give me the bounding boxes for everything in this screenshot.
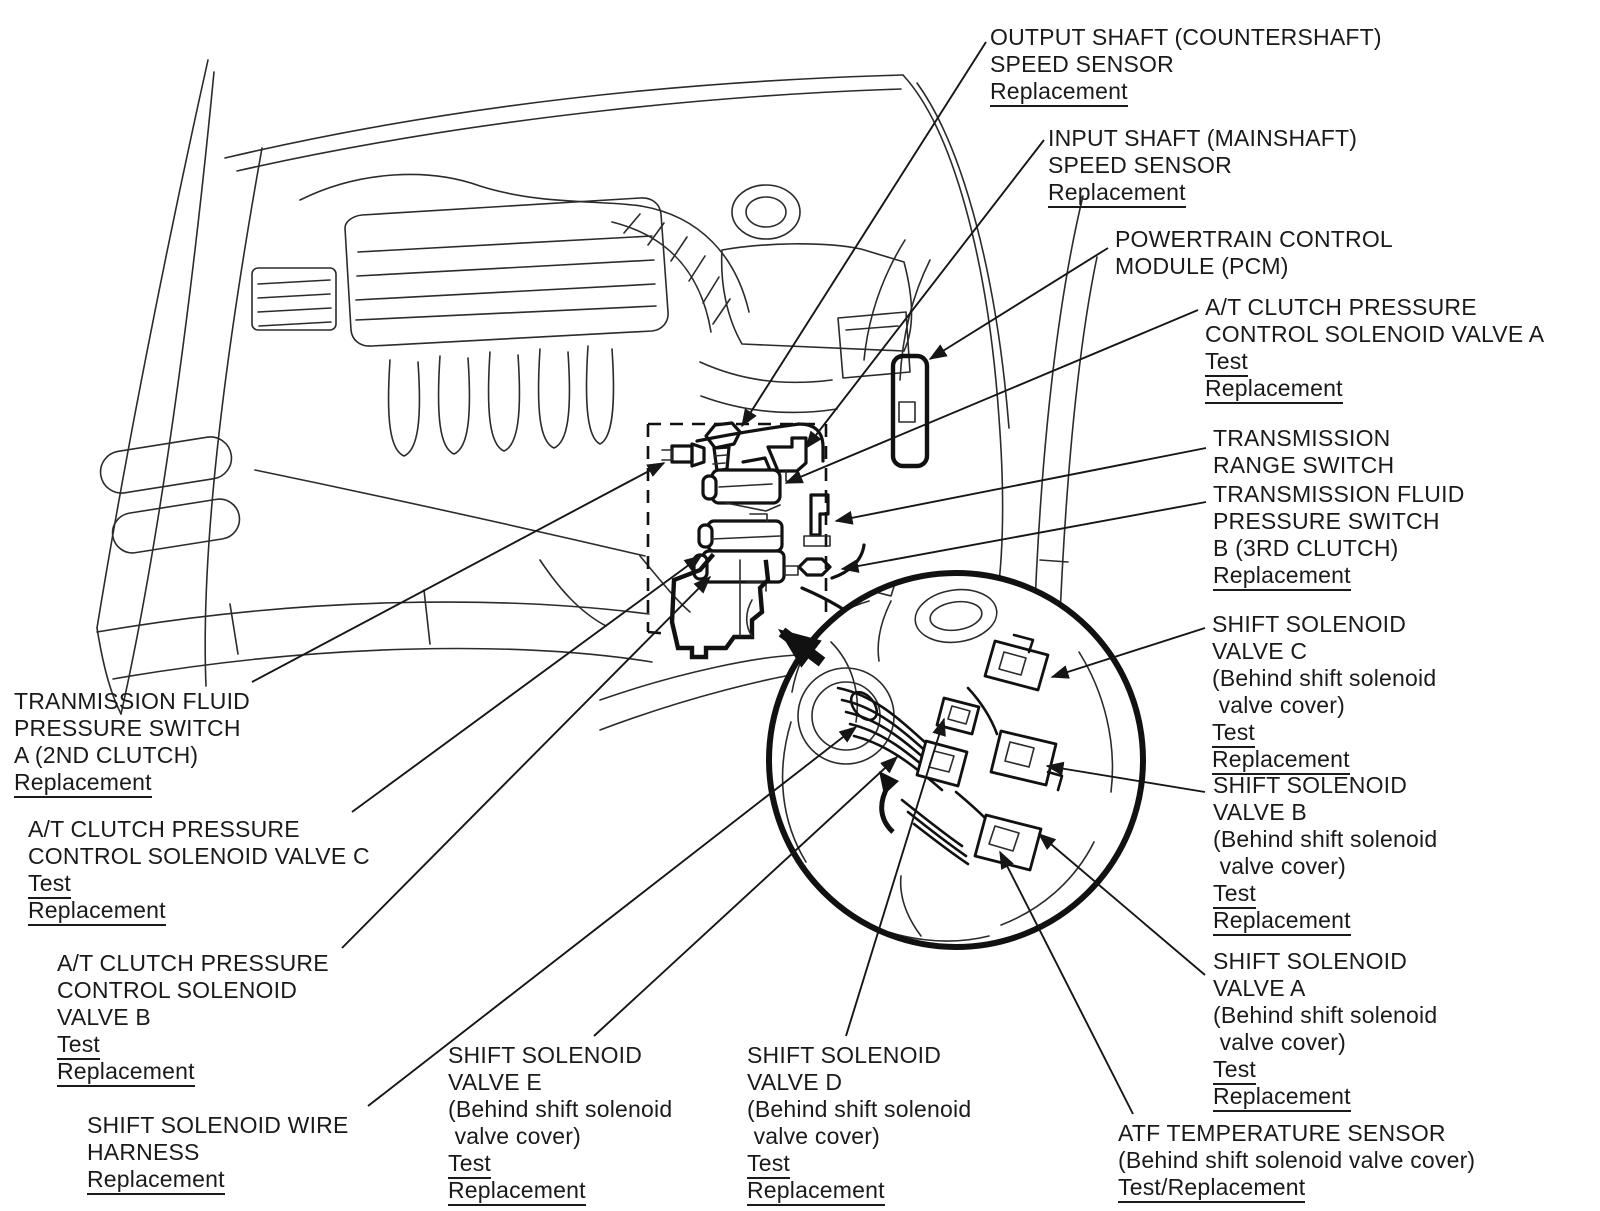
label-shift-solenoid-wire-harness [87,1112,349,1193]
label-at-clutch-valve-c [28,816,370,924]
label-line: TRANMISSION FLUID [14,688,250,714]
label-link-line [57,1031,329,1058]
link-replacement[interactable]: Replacement [1213,907,1351,936]
label-line: (Behind shift solenoid [1213,826,1438,852]
label-link-line [28,870,370,897]
link-test[interactable]: Test [448,1150,491,1179]
label-line: SHIFT SOLENOID [1213,772,1408,798]
label-line: VALVE C [1212,638,1308,664]
label-line: valve cover) [1213,1029,1346,1055]
label-input-shaft-speed-sensor [1048,125,1357,206]
label-pressure-switch-a [14,688,250,796]
label-pressure-switch-b [1213,481,1465,589]
link-replacement[interactable]: Replacement [448,1177,586,1206]
label-line: CONTROL SOLENOID [57,977,298,1003]
label-line: SHIFT SOLENOID [448,1042,643,1068]
label-link-line [448,1177,672,1204]
label-link-line [448,1150,672,1177]
label-line: valve cover) [1212,692,1345,718]
label-line: INPUT SHAFT (MAINSHAFT) [1048,125,1358,151]
label-line: VALVE B [1213,799,1307,825]
link-replacement[interactable]: Replacement [87,1166,225,1195]
link-test[interactable]: Test [57,1031,100,1060]
label-link-line [1205,375,1544,402]
link-test-replacement[interactable]: Test/Replacement [1118,1174,1305,1203]
label-shift-solenoid-valve-b [1213,772,1437,934]
label-transmission-range-switch [1213,425,1394,479]
fuse-box [252,268,336,330]
label-line: SPEED SENSOR [990,51,1174,77]
label-powertrain-control-module [1115,226,1393,280]
label-line: OUTPUT SHAFT (COUNTERSHAFT) [990,24,1382,50]
label-link-line [14,769,250,796]
link-replacement[interactable]: Replacement [1205,375,1343,404]
label-line: VALVE D [747,1069,843,1095]
label-line: SPEED SENSOR [1048,152,1232,178]
label-shift-solenoid-valve-a [1213,948,1437,1110]
label-link-line [28,897,370,924]
label-output-shaft-speed-sensor [990,24,1382,105]
link-test[interactable]: Test [1205,348,1248,377]
label-link-line [1118,1174,1475,1201]
leader-pressure-switch-b [842,502,1206,569]
input-speed-sensor-part [768,438,806,471]
label-line: CONTROL SOLENOID VALVE A [1205,321,1545,347]
label-link-line [990,78,1382,105]
label-line: SHIFT SOLENOID [1212,611,1407,637]
label-line: A (2ND CLUTCH) [14,742,199,768]
link-replacement[interactable]: Replacement [1212,746,1350,775]
leader-output-shaft-speed-sensor [742,42,986,426]
label-link-line [747,1150,971,1177]
link-replacement[interactable]: Replacement [1213,1083,1351,1112]
label-shift-solenoid-valve-c [1212,611,1436,773]
label-link-line [1212,746,1436,773]
link-replacement[interactable]: Replacement [28,897,166,926]
label-line: A/T CLUTCH PRESSURE [57,950,329,976]
air-cleaner-box [722,244,912,351]
label-link-line [1048,179,1357,206]
link-replacement[interactable]: Replacement [14,769,152,798]
cowl-line [903,75,1003,599]
oil-cap [732,185,800,239]
label-line: TRANSMISSION [1213,425,1391,451]
label-link-line [87,1166,349,1193]
hood-edge [225,75,903,158]
valve-cover [345,198,668,346]
label-line: VALVE E [448,1069,542,1095]
label-shift-solenoid-valve-d [747,1042,971,1204]
label-line: VALVE B [57,1004,151,1030]
link-test[interactable]: Test [1212,719,1255,748]
label-atf-temperature-sensor [1118,1120,1475,1201]
label-line: (Behind shift solenoid [747,1096,972,1122]
label-line: ATF TEMPERATURE SENSOR [1118,1120,1446,1146]
label-line: valve cover) [747,1123,880,1149]
label-line: SHIFT SOLENOID [747,1042,942,1068]
bumper-slot [110,496,243,556]
link-test[interactable]: Test [1213,1056,1256,1085]
label-line: B (3RD CLUTCH) [1213,535,1399,561]
label-line: RANGE SWITCH [1213,452,1395,478]
link-test[interactable]: Test [1213,880,1256,909]
leader-powertrain-control-module [930,248,1108,359]
label-link-line [57,1058,329,1085]
label-line: POWERTRAIN CONTROL [1115,226,1393,252]
label-line: (Behind shift solenoid valve cover) [1118,1147,1476,1173]
solenoid-valve-b-part [703,551,784,582]
label-link-line [747,1177,971,1204]
label-line: PRESSURE SWITCH [1213,508,1440,534]
leader-at-clutch-valve-b [342,577,710,948]
label-shift-solenoid-valve-e [448,1042,672,1204]
label-line: (Behind shift solenoid [448,1096,673,1122]
label-line: SHIFT SOLENOID WIRE [87,1112,349,1138]
link-test[interactable]: Test [28,870,71,899]
intake-runners [389,346,614,456]
label-line: A/T CLUTCH PRESSURE [1205,294,1477,320]
label-at-clutch-valve-b [57,950,329,1085]
label-line: MODULE (PCM) [1115,253,1289,279]
label-line: valve cover) [1213,853,1346,879]
leader-at-clutch-valve-a [786,310,1198,483]
label-link-line [1212,719,1436,746]
label-line: CONTROL SOLENOID VALVE C [28,843,370,869]
label-line: HARNESS [87,1139,200,1165]
label-line: (Behind shift solenoid [1213,1002,1438,1028]
label-line: A/T CLUTCH PRESSURE [28,816,300,842]
label-link-line [1205,348,1544,375]
label-line: (Behind shift solenoid [1212,665,1437,691]
label-link-line [1213,562,1465,589]
label-line: TRANSMISSION FLUID [1213,481,1465,507]
link-replacement[interactable]: Replacement [1048,179,1186,208]
label-at-clutch-valve-a [1205,294,1544,402]
label-link-line [1213,1056,1437,1083]
link-replacement[interactable]: Replacement [1213,562,1351,591]
link-replacement[interactable]: Replacement [57,1058,195,1087]
label-line: SHIFT SOLENOID [1213,948,1408,974]
label-line: PRESSURE SWITCH [14,715,241,741]
label-link-line [1213,880,1437,907]
label-link-line [1213,907,1437,934]
link-replacement[interactable]: Replacement [990,78,1128,107]
link-replacement[interactable]: Replacement [747,1177,885,1206]
link-test[interactable]: Test [747,1150,790,1179]
label-link-line [1213,1083,1437,1110]
pressure-switch-a-part [672,446,692,462]
label-line: VALVE A [1213,975,1306,1001]
detail-circle-inset [769,569,1143,947]
label-line: valve cover) [448,1123,581,1149]
